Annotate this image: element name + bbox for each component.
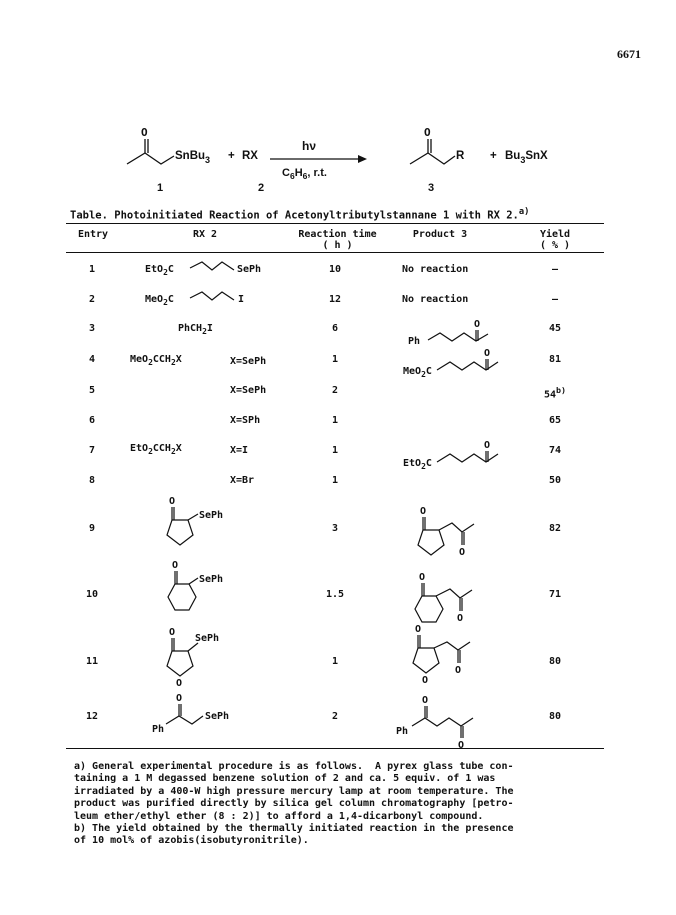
rx-row1-ester: EtO$_2$C: [145, 264, 174, 277]
rx-row4-x: X=SePh: [230, 356, 267, 367]
byproduct-sub: 3: [520, 155, 526, 165]
product-text-row2: No reaction: [402, 294, 469, 305]
rx-row11-o: O: [169, 627, 176, 638]
reactant1-oxygen: O: [141, 126, 148, 139]
reaction-time: 1.5: [325, 589, 345, 600]
rx-row3: PhCH$_2$I: [178, 323, 213, 336]
solvent-sub1: 6: [289, 171, 295, 181]
product-r: R: [456, 150, 465, 162]
compound-label-2: 2: [258, 182, 265, 194]
reaction-time: 2: [331, 711, 339, 722]
rx-row9-ring: [167, 520, 193, 545]
footnote-a: a) General experimental procedure is as follows. A pyrex glass tube con- taining a 1 M degassed benzene solution of 2 and ca. 5 equiv. of 1 was irradiated by a 400-W high pressure mercury lamp at room temperature. The product was purified directly by silica gel column chromatography [petro- leum ether/ethyl ether (8 : 2)] to afford a 1,4-dicarbonyl compound.: [74, 761, 514, 822]
product-row10-o: O: [419, 572, 426, 583]
solvent-rest: , r.t.: [307, 167, 327, 179]
product-row7-o: O: [484, 440, 491, 451]
entry-number: 10: [85, 589, 99, 600]
entry-number: 8: [88, 475, 96, 486]
product-oxygen: O: [424, 126, 431, 139]
rx-row6-x: X=SPh: [230, 415, 261, 426]
rx-row12-o: O: [176, 693, 183, 704]
yield-number: 54: [543, 389, 556, 401]
yield-value: 82: [548, 523, 562, 534]
product-row11-ring: [413, 648, 439, 673]
footnote-b: b) The yield obtained by the thermally initiated reaction in the presence of 10 mol% of azobis(isobutyronitrile).: [74, 823, 514, 847]
yield-value: 71: [548, 589, 562, 600]
table-title-compound2: 2: [506, 209, 513, 222]
table-title-post: .: [512, 209, 519, 222]
yield-value: 50: [548, 475, 562, 486]
rx-row11-ring: [167, 651, 193, 676]
byproduct-bu: Bu: [505, 150, 521, 162]
header-time-line1: Reaction time: [298, 229, 377, 240]
yield-value: 80: [548, 711, 562, 722]
product-row12-ph: Ph: [396, 726, 409, 737]
rx-row4: $MeO_2CCH_2X$: [130, 354, 182, 367]
product-row11-o2: O: [455, 665, 462, 676]
yield-value: 81: [548, 354, 562, 365]
table-title-text: Table. Photoinitiated Reaction of Acetonyltributylstannane: [70, 209, 443, 222]
yield-value: 74: [548, 445, 562, 456]
entry-number: 2: [88, 294, 96, 305]
rx-row7-x: X=I: [230, 445, 249, 456]
yield-value: 80: [548, 656, 562, 667]
product-row11-ring-o: O: [422, 675, 429, 686]
solvent-c: C: [282, 167, 290, 179]
header-yield-line2: ( % ): [539, 240, 571, 251]
rx-row9-seph: SePh: [199, 510, 224, 521]
arrow-condition-top: hν: [302, 139, 317, 153]
entry-number: 3: [88, 323, 96, 334]
compound-label-1: 1: [157, 182, 164, 194]
rx-row10-o: O: [172, 560, 179, 571]
header-rx: RX 2: [192, 229, 218, 240]
reaction-time: 12: [328, 294, 342, 305]
rx-row1-seph: SePh: [237, 264, 262, 275]
entry-number: 12: [85, 711, 99, 722]
rx-row12-chain: [166, 716, 203, 724]
reaction-time: 3: [331, 523, 339, 534]
header-time-line2: ( h ): [322, 240, 353, 251]
reaction-time: 10: [328, 264, 342, 275]
reaction-time: 1: [331, 415, 339, 426]
yield-value: —: [551, 264, 559, 275]
rx-row1-chain: [190, 262, 234, 270]
entry-number: 6: [88, 415, 96, 426]
product-row7-chain: [437, 454, 498, 462]
rx-row10-seph: SePh: [199, 574, 224, 585]
product-row4-o: O: [484, 348, 491, 359]
page-number: 6671: [617, 47, 641, 61]
solvent-sub2: 6: [302, 171, 308, 181]
product-row11-o: O: [415, 624, 422, 635]
reaction-time: 6: [331, 323, 339, 334]
footnotes: [74, 761, 614, 848]
reaction-time: 1: [331, 445, 339, 456]
product-row9-ring: [418, 530, 444, 555]
product-row4-chain: [437, 362, 498, 370]
yield-footnote-mark: b): [556, 385, 567, 395]
product-row12-o2: O: [458, 740, 465, 751]
product-row12-o: O: [422, 695, 429, 706]
plus-2: +: [490, 150, 497, 162]
entry-number: 9: [88, 523, 96, 534]
product-row10-ring: [415, 596, 443, 622]
yield-value: 65: [548, 415, 562, 426]
header-entry: Entry: [77, 229, 109, 240]
reaction-time: 2: [331, 385, 339, 396]
reagent-rx: RX: [242, 150, 258, 162]
entry-number: 1: [88, 264, 96, 275]
table-title-mid: with RX: [449, 209, 507, 222]
header-yield-line1: Yield: [539, 229, 571, 240]
rx-row5-x: X=SePh: [230, 385, 267, 396]
reaction-time: 1: [331, 475, 339, 486]
solvent-h: H: [294, 167, 303, 179]
reaction-time: 1: [331, 656, 339, 667]
header-product: Product 3: [412, 229, 468, 240]
yield-value: —: [551, 294, 559, 305]
product-row7-ester: EtO$_2$C: [403, 458, 432, 471]
product-row12-chain: [412, 718, 473, 726]
entry-number: 5: [88, 385, 96, 396]
product-row9-o2: O: [459, 547, 466, 558]
reactant1-substituent: SnBu: [175, 150, 206, 162]
yield-value: 45: [548, 323, 562, 334]
rx-row12-seph: SePh: [205, 711, 230, 722]
entry-number: 4: [88, 354, 96, 365]
product-row9-o: O: [420, 506, 427, 517]
rx-row2-chain: [190, 292, 234, 300]
product-row3-ph: Ph: [408, 336, 421, 347]
rx-row2-iodide: I: [238, 294, 245, 305]
compound-label-3: 3: [428, 182, 435, 194]
product-row4-ester: MeO$_2$C: [403, 366, 432, 379]
reactant1-sub: 3: [205, 155, 211, 165]
table-title-footnote-mark: a): [518, 207, 530, 217]
product-row10-o2: O: [457, 613, 464, 624]
entry-number: 7: [88, 445, 96, 456]
reaction-time: 1: [331, 354, 339, 365]
rx-row11-seph: SePh: [195, 633, 220, 644]
rx-row9-o: O: [169, 496, 176, 507]
plus-1: +: [228, 150, 235, 162]
product-row3-o: O: [474, 319, 481, 330]
table-title-compound1: 1: [442, 209, 450, 222]
rx-row10-ring: [168, 584, 196, 610]
rx-row7: $EtO_2CCH_2X$: [130, 443, 182, 456]
rx-row11-ring-o: O: [176, 678, 183, 689]
rx-row2-ester: MeO$_2$C: [145, 294, 174, 307]
product-row3-chain: [428, 333, 488, 341]
byproduct-snx: SnX: [525, 150, 548, 162]
entry-number: 11: [85, 656, 99, 667]
rx-row8-x: X=Br: [230, 475, 255, 486]
rx-row12-ph: Ph: [152, 724, 165, 735]
product-text-row1: No reaction: [402, 264, 469, 275]
